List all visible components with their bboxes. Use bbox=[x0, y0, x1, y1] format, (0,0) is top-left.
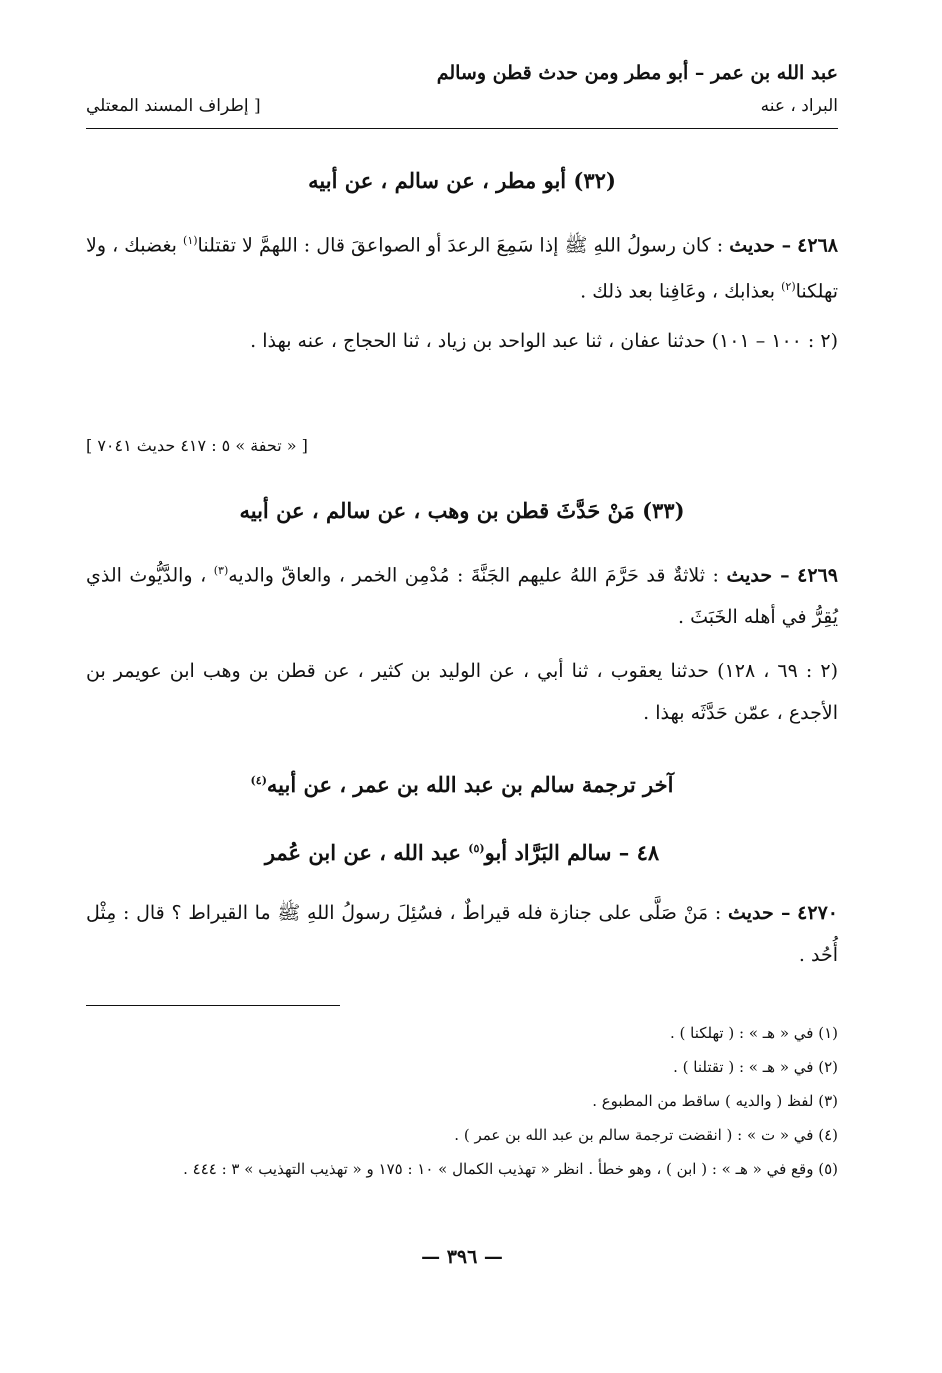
hadith-4269 bbox=[86, 550, 838, 638]
hadith-number: ٤٢٦٨ bbox=[797, 234, 838, 257]
running-header-title: عبد الله بن عمر – أبو مطر ومن حدث قطن وسالم bbox=[436, 62, 838, 84]
footnote: (٥) وقع في « هـ » : ( ابن ) ، وهو خطأ . انظر « تهذيب الكمال » ١٠ : ١٧٥ و « تهذيب التهذيب » ٣ : ٤٤٤ . bbox=[183, 1160, 838, 1178]
isnad-4269: (٢ : ٦٩ ، ١٢٨) حدثنا يعقوب ، ثنا أبي ، عن الوليد بن كثير ، عن قطن بن وهب ابن عويمر بن الأجدع ، عمّن حَدَّثَه بهذا . bbox=[86, 660, 838, 724]
section-heading: (٣٣) مَنْ حَدَّثَ قطن بن وهب ، عن سالم ، عن أبيه bbox=[239, 498, 685, 523]
hadith-text: بغضبك ، ولا تهلكنا bbox=[86, 234, 838, 303]
running-header-subtitle: البراد ، عنه bbox=[760, 96, 838, 116]
isnad-4268: (٢ : ١٠٠ – ١٠١) حدثنا عفان ، ثنا عبد الواحد بن زياد ، ثنا الحجاج ، عنه بهذا . bbox=[250, 330, 838, 352]
hadith-label: – حديث bbox=[729, 234, 792, 257]
book-page bbox=[86, 52, 838, 1342]
footnote-marker: (٤) bbox=[250, 774, 267, 787]
footnote-marker: (٢) bbox=[781, 280, 796, 294]
hadith-number: ٤٢٧٠ bbox=[797, 902, 838, 924]
page-number: — ٣٩٦ — bbox=[421, 1246, 503, 1268]
footnote-marker: (٥) bbox=[468, 842, 485, 855]
hadith-text: بعذابك ، وعَافِنا بعد ذلك . bbox=[580, 280, 782, 303]
hadith-text: : ثلاثةٌ قد حَرَّمَ اللهُ عليهم الجَنَّةَ : مُدْمِن الخمر ، والعاقّ والديه bbox=[228, 564, 727, 587]
hadith-4270 bbox=[86, 892, 838, 976]
section-heading bbox=[86, 772, 838, 797]
hadith-label: – حديث bbox=[728, 902, 791, 924]
header-divider bbox=[86, 128, 838, 129]
section-heading-text: آخر ترجمة سالم بن عبد الله بن عمر ، عن أبيه bbox=[266, 772, 674, 797]
tuhfa-reference: [ « تحفة » ٥ : ٤١٧ حديث ٧٠٤١ ] bbox=[86, 436, 308, 455]
hadith-4268 bbox=[86, 220, 838, 313]
footnote: (٣) لفظ ( والديه ) ساقط من المطبوع . bbox=[592, 1092, 838, 1110]
hadith-label: – حديث bbox=[726, 564, 790, 587]
hadith-text: ، والدَّيُّوث الذي يُقِرُّ في أهله الخَبَثَ . bbox=[86, 564, 838, 629]
hadith-number: ٤٢٦٩ bbox=[797, 564, 838, 587]
section-heading-text: ٤٨ – سالم البَرَّاد أبو bbox=[484, 840, 660, 865]
footnote: (٢) في « هـ » : ( تقتلنا ) . bbox=[673, 1058, 838, 1076]
section-heading-text: عبد الله ، عن ابن عُمر bbox=[264, 840, 469, 865]
footnote-divider bbox=[86, 1005, 340, 1006]
footnote-marker: (٣) bbox=[213, 564, 229, 577]
footnote: (١) في « هـ » : ( تهلكنا ) . bbox=[670, 1024, 838, 1042]
section-heading: (٣٢) أبو مطر ، عن سالم ، عن أبيه bbox=[308, 168, 616, 193]
section-heading bbox=[86, 840, 838, 865]
hadith-text: : مَنْ صَلَّى على جنازة فله قيراطٌ ، فسُئِلَ رسولُ اللهِ ﷺ ما القيراط ؟ قال : مِثْل أُحُد . bbox=[86, 902, 838, 966]
running-header-book-title: [ إطراف المسند المعتلي bbox=[86, 96, 261, 116]
footnote: (٤) في « ت » : ( انقضت ترجمة سالم بن عبد الله بن عمر ) . bbox=[454, 1126, 838, 1144]
hadith-text: : كان رسولُ اللهِ ﷺ إذا سَمِعَ الرعدَ أو الصواعقَ قال : اللهمَّ لا تقتلنا bbox=[197, 234, 730, 257]
footnote-marker: (١) bbox=[183, 234, 198, 247]
running-header-row bbox=[86, 96, 838, 122]
